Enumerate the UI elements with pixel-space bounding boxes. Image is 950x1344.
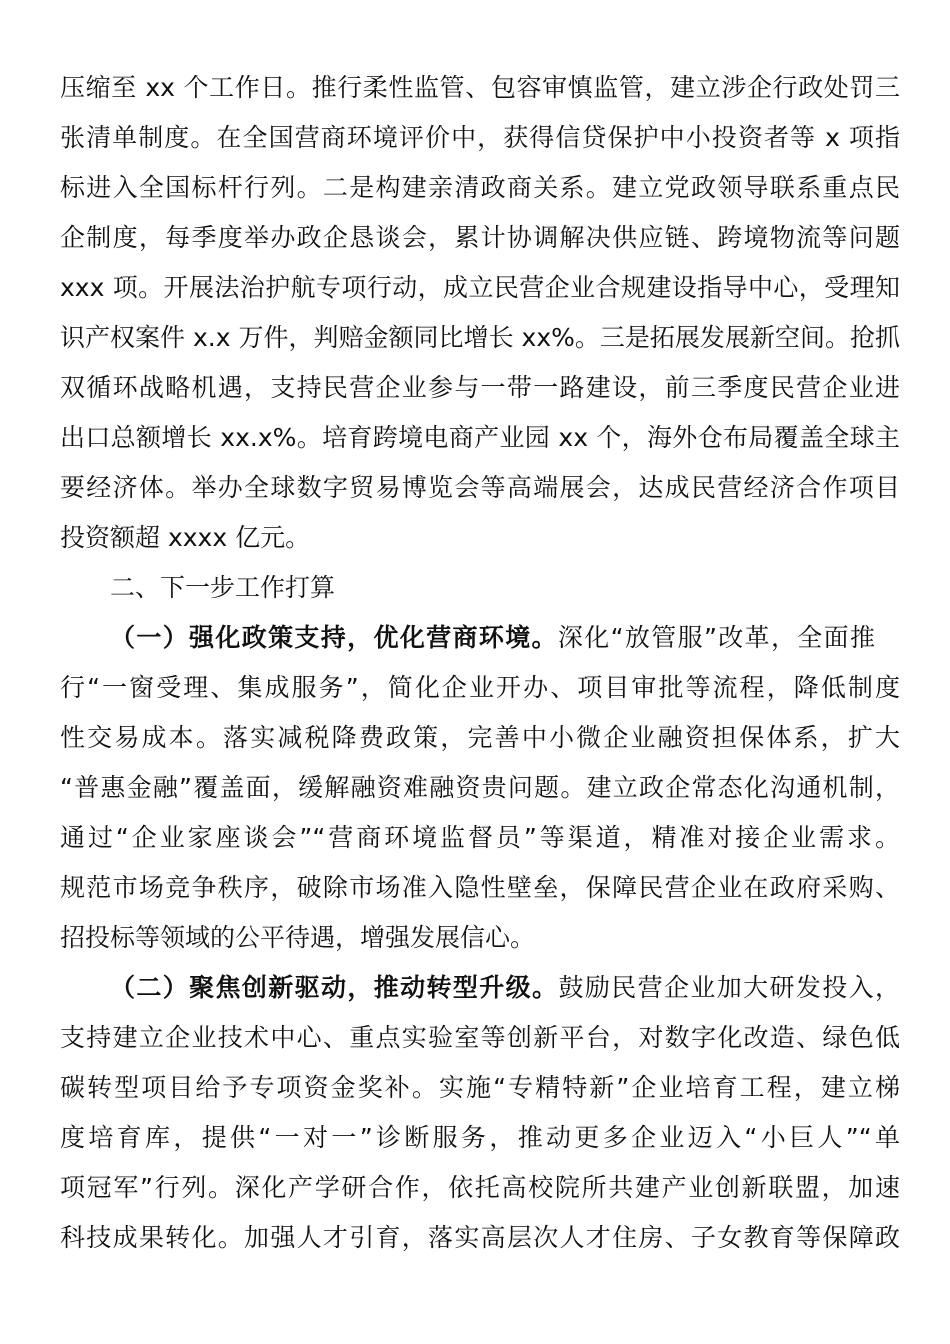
paragraph-line: 招投标等领域的公平待遇，增强发展信心。 xyxy=(60,923,536,952)
paragraph-line: 项冠军”行列。深化产学研合作，依托高校院所共建产业创新联盟，加速 xyxy=(60,1173,900,1202)
section-heading: 二、下一步工作打算 xyxy=(110,573,336,602)
paragraph-line: xxx 项。开展法治护航专项行动，成立民营企业合规建设指导中心，受理知 xyxy=(60,273,900,302)
paragraph-line: 标进入全国标杆行列。二是构建亲清政商关系。建立党政领导联系重点民 xyxy=(60,173,900,202)
paragraph-line: 度培育库，提供“一对一”诊断服务，推动更多企业迈入“小巨人”“单 xyxy=(60,1123,900,1152)
item2-first-line-text: 鼓励民营企业加大研发投入， xyxy=(558,973,900,1002)
paragraph-line: 投资额超 xxxx 亿元。 xyxy=(60,523,311,552)
paragraph-line: 支持建立企业技术中心、重点实验室等创新平台，对数字化改造、绿色低 xyxy=(60,1023,900,1052)
paragraph-line: 识产权案件 x.x 万件，判赔金额同比增长 xx%。三是拓展发展新空间。抢抓 xyxy=(60,323,900,352)
paragraph-line: 规范市场竞争秩序，破除市场准入隐性壁垒，保障民营企业在政府采购、 xyxy=(60,873,900,902)
item1-first-line xyxy=(110,618,875,658)
paragraph-line: 出口总额增长 xx.x%。培育跨境电商产业园 xx 个，海外仓布局覆盖全球主 xyxy=(60,423,900,452)
paragraph-line: 性交易成本。落实减税降费政策，完善中小微企业融资担保体系，扩大 xyxy=(60,723,900,752)
paragraph-line: 碳转型项目给予专项资金奖补。实施“专精特新”企业培育工程，建立梯 xyxy=(60,1073,900,1102)
item1-bold-lead: （一）强化政策支持，优化营商环境。 xyxy=(110,623,558,652)
item1-first-line-text: 深化“放管服”改革，全面推 xyxy=(557,623,875,652)
paragraph-line: 双循环战略机遇，支持民营企业参与一带一路建设，前三季度民营企业进 xyxy=(60,373,900,402)
paragraph-line: 企制度，每季度举办政企恳谈会，累计协调解决供应链、跨境物流等问题 xyxy=(60,223,900,252)
paragraph-line: 张清单制度。在全国营商环境评价中，获得信贷保护中小投资者等 x 项指 xyxy=(60,123,900,152)
item2-first-line xyxy=(110,968,900,1008)
paragraph-line: 行“一窗受理、集成服务”，简化企业开办、项目审批等流程，降低制度 xyxy=(60,673,900,702)
paragraph-line: 要经济体。举办全球数字贸易博览会等高端展会，达成民营经济合作项目 xyxy=(60,473,900,502)
item2-bold-lead: （二）聚焦创新驱动，推动转型升级。 xyxy=(110,973,559,1002)
paragraph-line: 通过“企业家座谈会”“营商环境监督员”等渠道，精准对接企业需求。 xyxy=(60,823,900,852)
paragraph-line: 科技成果转化。加强人才引育，落实高层次人才住房、子女教育等保障政 xyxy=(60,1223,900,1252)
paragraph-line: 压缩至 xx 个工作日。推行柔性监管、包容审慎监管，建立涉企行政处罚三 xyxy=(60,73,900,102)
paragraph-line: “普惠金融”覆盖面，缓解融资难融资贵问题。建立政企常态化沟通机制， xyxy=(60,773,900,802)
